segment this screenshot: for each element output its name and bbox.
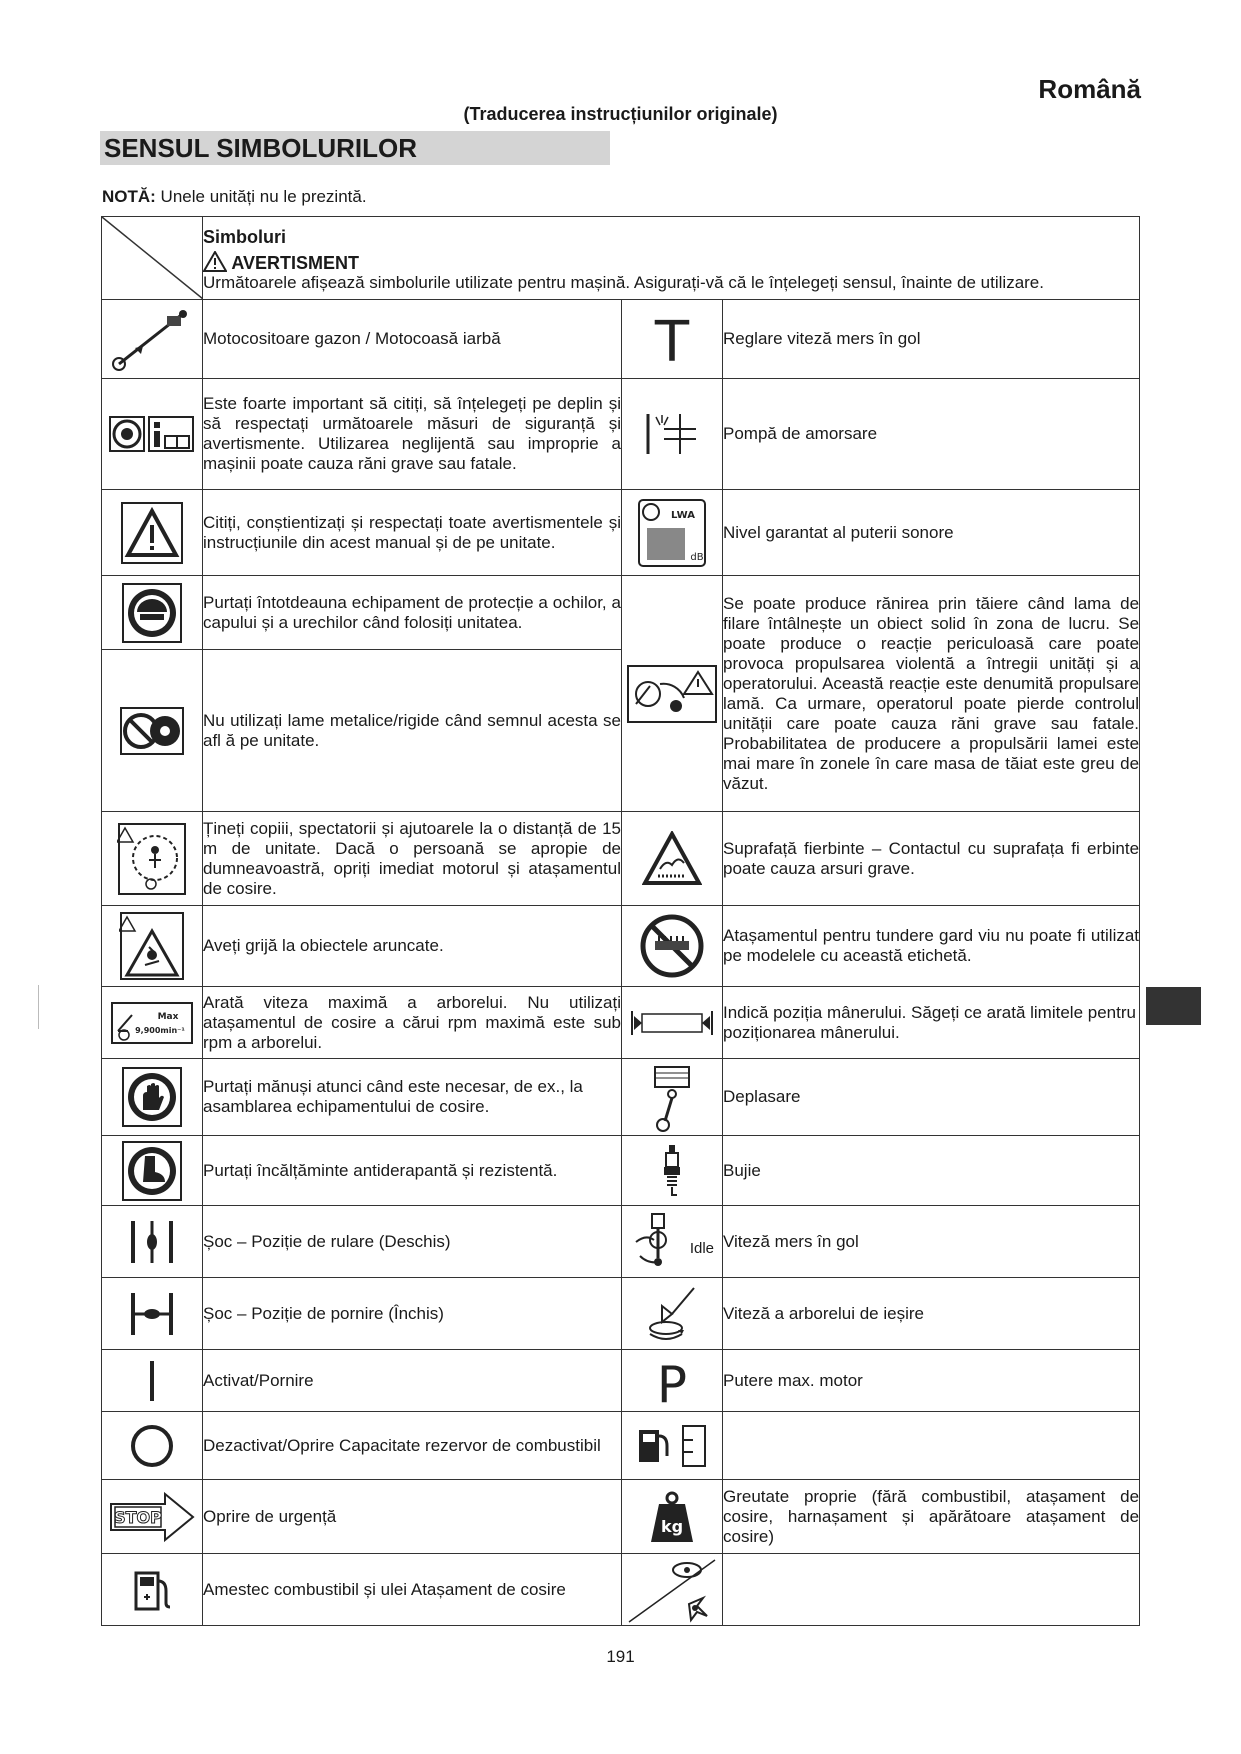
cutting-attachment-icon-cell xyxy=(622,1554,723,1626)
symbol-description: Deplasare xyxy=(723,1059,1140,1136)
handle-position-icon-cell xyxy=(622,987,723,1059)
symbol-description: Este foarte important să citiți, să înțelegeți pe deplin și să respectați următoarele măsuri de siguranță și avertismente. Utilizarea neglijentă sau improprie a mașinii poate cauza răni grave sau fatale. xyxy=(203,379,622,490)
read-manual-icon-cell xyxy=(102,379,203,490)
diagonal-line xyxy=(102,217,203,299)
protective-equipment-icon-cell xyxy=(102,576,203,650)
symbol-description: Oprire de urgență xyxy=(203,1480,622,1554)
choke-run-icon-cell xyxy=(102,1206,203,1278)
table-header-text xyxy=(203,217,1140,300)
symbol-description: Aveți grijă la obiectele aruncate. xyxy=(203,906,622,987)
sound-power-icon xyxy=(637,498,707,568)
note-label: NOTĂ: xyxy=(102,187,156,206)
warning-heading xyxy=(203,251,1139,273)
thrown-objects-icon xyxy=(119,911,185,981)
symbol-description: Purtați încălțăminte antiderapantă și rezistentă. xyxy=(203,1136,622,1206)
table-row xyxy=(102,812,1140,906)
handle-position-icon xyxy=(628,1009,716,1037)
warning-label: AVERTISMENT xyxy=(231,253,360,273)
fuel-tank-capacity-icon-cell xyxy=(622,1412,723,1480)
no-hedge-trimmer-icon xyxy=(639,913,705,979)
symbol-description: Activat/Pornire xyxy=(203,1350,622,1412)
symbol-description: Se poate produce rănirea prin tăiere când lama de filare întâlnește un obiect solid în zona de lucru. Se poate produce o reacție periculoasă care poate provoca propulsarea violentă a întregii unități și a operatorului. Această reacție este denumită propulsare lamă. Ca urmare, operatorul poate pierde controlul unității care poate cauza răni grave sau fatale. Probabilitatea de producere a propulsării lamei este mai mare în zonele în care masa de tăiat este greu de văzut. xyxy=(723,576,1140,812)
symbol-description-text: Dezactivat/Oprire Capacitate rezervor de combustibil xyxy=(203,1435,601,1455)
max-shaft-speed-icon-cell xyxy=(102,987,203,1059)
safety-shoes-icon xyxy=(121,1140,183,1202)
symbol-description xyxy=(203,1412,622,1480)
max-shaft-speed-icon xyxy=(110,1001,194,1045)
no-hedge-trimmer-icon-cell xyxy=(622,906,723,987)
symbol-description: Putere max. motor xyxy=(723,1350,1140,1412)
symbol-description: Indică poziția mânerului. Săgeți ce arată limitele pentru poziționarea mânerului. xyxy=(723,987,1140,1059)
kickback-icon-cell xyxy=(622,576,723,812)
max-label: Max xyxy=(157,1011,179,1022)
symbol-description: Greutate proprie (fără combustibil, atașament de cosire, harnașament și apărătoare atașament de cosire) xyxy=(723,1480,1140,1554)
margin-mark xyxy=(38,985,39,1029)
symbol-description: Purtați mănuși atunci când este necesar, de ex., la asamblarea echipamentului de cosire. xyxy=(203,1059,622,1136)
table-row xyxy=(102,576,1140,650)
translation-subtitle: (Traducerea instrucțiunilor originale) xyxy=(463,104,778,124)
symbol-description: Țineți copiii, spectatorii și ajutoarele la o distanță de 15 m de unitate. Dacă o persoană se apropie de dumneavoastră, opriți imediat motorul și atașamentul de cosire. xyxy=(203,812,622,906)
symbol-description xyxy=(203,1554,622,1626)
warning-triangle-icon xyxy=(203,251,227,272)
empty-cell xyxy=(723,1554,1140,1626)
no-metal-blades-icon-cell xyxy=(102,650,203,812)
table-row xyxy=(102,300,1140,379)
rpm-label: 9,900min⁻¹ xyxy=(135,1025,185,1035)
read-manual-icon xyxy=(107,414,197,454)
symbol-description: Viteză mers în gol xyxy=(723,1206,1140,1278)
empty-cell xyxy=(723,1412,1140,1480)
protective-equipment-icon xyxy=(121,582,183,644)
choke-run-icon xyxy=(129,1217,175,1267)
idle-letter: T xyxy=(654,311,690,367)
safety-shoes-icon-cell xyxy=(102,1136,203,1206)
kg-label: kg xyxy=(660,1516,684,1536)
warning-sign-icon-cell xyxy=(102,490,203,576)
symbol-description: Viteză a arborelui de ieșire xyxy=(723,1278,1140,1350)
hot-surface-icon-cell xyxy=(622,812,723,906)
output-shaft-speed-icon xyxy=(642,1284,702,1344)
weight-icon xyxy=(647,1490,697,1544)
table-row xyxy=(102,379,1140,490)
brushcutter-icon-cell xyxy=(102,300,203,379)
table-row xyxy=(102,1412,1140,1480)
table-row xyxy=(102,1059,1140,1136)
symbol-description: Purtați întotdeauna echipament de protecție a ochilor, a capului și a urechilor când folosiți unitatea. xyxy=(203,576,622,650)
table-row xyxy=(102,906,1140,987)
no-metal-blades-icon xyxy=(119,706,185,756)
symbol-description: Citiți, conștientizați și respectați toate avertismentele și instrucțiunile din acest manual și de pe unitate. xyxy=(203,490,622,576)
table-row xyxy=(102,987,1140,1059)
table-row xyxy=(102,1350,1140,1412)
diagonal-cell xyxy=(102,217,203,300)
symbol-description: Reglare viteză mers în gol xyxy=(723,300,1140,379)
sound-power-icon-cell xyxy=(622,490,723,576)
primer-pump-icon-cell xyxy=(622,379,723,490)
kickback-icon xyxy=(626,664,718,724)
idle-adjust-icon-cell xyxy=(622,300,723,379)
choke-start-icon-cell xyxy=(102,1278,203,1350)
cutting-attachment-icon xyxy=(625,1556,719,1624)
idle-speed-icon xyxy=(630,1212,690,1272)
symbol-description: Nivel garantat al puterii sonore xyxy=(723,490,1140,576)
off-stop-icon-cell xyxy=(102,1412,203,1480)
symbol-description: Arată viteza maximă a arborelui. Nu utilizați atașamentul de cosire a cărui rpm maximă este sub rpm a arborelui. xyxy=(203,987,622,1059)
emergency-stop-icon xyxy=(107,1490,197,1544)
emergency-stop-icon-cell xyxy=(102,1480,203,1554)
symbol-description: Șoc – Poziție de pornire (Închis) xyxy=(203,1278,622,1350)
symbol-description: Motocositoare gazon / Motocoasă iarbă xyxy=(203,300,622,379)
fuel-tank-capacity-icon xyxy=(629,1422,715,1470)
note xyxy=(102,187,367,207)
symbols-heading: Simboluri xyxy=(203,227,287,247)
keep-distance-icon xyxy=(117,822,187,896)
displacement-icon-cell xyxy=(622,1059,723,1136)
table-row xyxy=(102,490,1140,576)
idle-speed-icon-cell xyxy=(622,1206,723,1278)
fuel-oil-mix-icon xyxy=(130,1567,174,1613)
gloves-icon xyxy=(121,1066,183,1128)
symbol-description: Pompă de amorsare xyxy=(723,379,1140,490)
weight-icon-cell xyxy=(622,1480,723,1554)
warning-sign-icon xyxy=(120,501,184,565)
primer-pump-icon xyxy=(642,409,702,459)
gloves-icon-cell xyxy=(102,1059,203,1136)
symbol-description: Bujie xyxy=(723,1136,1140,1206)
power-letter: P xyxy=(656,1355,688,1406)
section-title: SENSUL SIMBOLURILOR xyxy=(100,131,610,165)
table-row xyxy=(102,1206,1140,1278)
displacement-icon xyxy=(647,1061,697,1133)
table-row xyxy=(102,1554,1140,1626)
symbol-description: Șoc – Poziție de rulare (Deschis) xyxy=(203,1206,622,1278)
output-shaft-speed-icon-cell xyxy=(622,1278,723,1350)
thrown-objects-icon-cell xyxy=(102,906,203,987)
language-side-tab xyxy=(1146,987,1201,1025)
page-number: 191 xyxy=(606,1647,635,1666)
max-power-p-icon xyxy=(652,1356,692,1406)
idle-label: Idle xyxy=(689,1240,714,1257)
symbol-description: Atașamentul pentru tundere gard viu nu poate fi utilizat pe modelele cu această etichetă. xyxy=(723,906,1140,987)
hot-surface-icon xyxy=(642,831,702,887)
spark-plug-icon-cell xyxy=(622,1136,723,1206)
table-header-row xyxy=(102,217,1140,300)
on-start-icon-cell xyxy=(102,1350,203,1412)
symbol-description: Nu utilizați lame metalice/rigide când semnul acesta se afl ă pe unitate. xyxy=(203,650,622,812)
table-row xyxy=(102,1278,1140,1350)
note-text: Unele unități nu le prezintă. xyxy=(155,187,367,206)
choke-start-icon xyxy=(129,1289,175,1339)
max-power-icon-cell xyxy=(622,1350,723,1412)
stop-label: STOP xyxy=(114,1507,162,1527)
on-start-icon xyxy=(147,1359,157,1403)
symbol-description: Suprafață fierbinte – Contactul cu suprafața fi erbinte poate cauza arsuri grave. xyxy=(723,812,1140,906)
spark-plug-icon xyxy=(660,1143,684,1199)
idle-adjust-t-icon xyxy=(652,311,692,367)
table-row xyxy=(102,1136,1140,1206)
db-label: dB xyxy=(690,551,704,563)
warning-text: Următoarele afișează simbolurile utilizate pentru mașină. Asigurați-vă că le înțelegeți sensul, înainte de utilizare. xyxy=(203,273,1044,292)
off-stop-icon xyxy=(128,1422,176,1470)
symbols-table xyxy=(101,216,1140,1626)
language-label: Română xyxy=(1038,74,1141,104)
fuel-oil-mix-icon-cell xyxy=(102,1554,203,1626)
lwa-label: LWA xyxy=(671,509,695,521)
keep-distance-icon-cell xyxy=(102,812,203,906)
table-row xyxy=(102,1480,1140,1554)
brushcutter-icon xyxy=(107,304,197,374)
symbol-description-text: Amestec combustibil și ulei Atașament de cosire xyxy=(203,1579,566,1599)
